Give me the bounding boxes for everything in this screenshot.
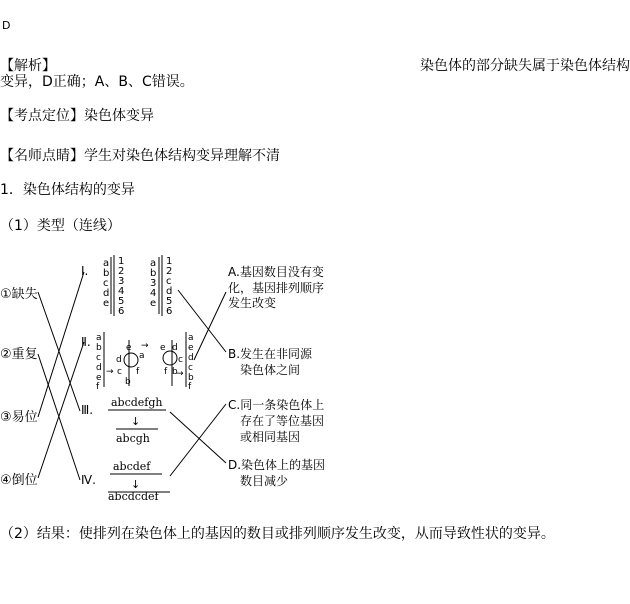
diagram-section-i — [103, 255, 172, 317]
ii-arrow-3: → — [176, 369, 184, 379]
right-item-a — [228, 264, 324, 310]
i2-gene-e: e — [150, 298, 157, 309]
svg-text:化，基因排列顺序: 化，基因排列顺序 — [228, 281, 325, 295]
answer-letter: D — [2, 19, 11, 32]
i-gene-c: c — [103, 278, 109, 289]
ii-loop2-b: b — [172, 367, 178, 377]
svg-text:发生改变: 发生改变 — [228, 296, 277, 310]
i2-gene-a: a — [150, 258, 157, 269]
kaodian-text: 染色体变异 — [84, 108, 154, 124]
svg-text:B.发生在非同源: B.发生在非同源 — [228, 347, 313, 361]
line-inversion-to-ii — [38, 342, 84, 478]
iii-top-sequence: abcdefgh — [111, 396, 163, 409]
analysis-right-text: 染色体的部分缺失属于染色体结构 — [420, 58, 630, 74]
ii-right-d: d — [188, 353, 194, 363]
ii-right-a: a — [188, 333, 194, 343]
ii-left-e: e — [96, 373, 102, 383]
i2-num-1: 1 — [166, 256, 173, 267]
ii-label-a: a — [139, 351, 145, 361]
line-translocation-to-i — [38, 272, 84, 417]
diagram-section-ii — [96, 332, 194, 392]
ii-arrow-2: → — [141, 341, 149, 351]
left-item-deletion: ①缺失 — [0, 287, 38, 302]
iii-bottom-sequence: abcgh — [116, 432, 150, 445]
svg-text:数目减少: 数目减少 — [240, 474, 289, 488]
ii-left-b: b — [96, 343, 102, 353]
svg-text:存在了等位基因: 存在了等位基因 — [240, 414, 325, 428]
section-title: 1．染色体结构的变异 — [0, 182, 135, 198]
ii-loop2-f: f — [164, 367, 168, 377]
svg-text:或相同基因: 或相同基因 — [240, 430, 301, 444]
roman-2: Ⅱ. — [81, 335, 91, 349]
line-iii-to-d — [170, 412, 226, 463]
i-gene-a: a — [103, 258, 110, 269]
ii-left-d: d — [96, 363, 102, 373]
result-text: （2）结果：使排列在染色体上的基因的数目或排列顺序发生改变，从而导致性状的变异。 — [0, 526, 555, 542]
i2-gene-b: b — [150, 268, 157, 279]
i2-gene-3: 3 — [150, 278, 157, 289]
ii-left-a: a — [96, 333, 102, 343]
ii-loop1-b: b — [125, 377, 131, 387]
i-num-2: 2 — [118, 266, 125, 277]
i-num-6: 6 — [118, 306, 125, 317]
i-gene-e: e — [103, 298, 110, 309]
ii-right-e: e — [188, 343, 194, 353]
svg-text:D.染色体上的基因: D.染色体上的基因 — [228, 458, 326, 472]
svg-text:A.基因数目没有变: A.基因数目没有变 — [228, 265, 324, 279]
iii-arrow-down: ↓ — [131, 415, 141, 428]
i-num-3: 3 — [118, 276, 125, 287]
i2-gene-4: 4 — [150, 288, 157, 299]
ii-arrow-1: → — [106, 367, 114, 377]
ii-loop2-c: c — [178, 355, 183, 365]
ii-loop1-e: e — [126, 343, 132, 353]
analysis-label: 【解析】 — [0, 58, 56, 74]
diagram-section-iii — [108, 396, 166, 445]
svg-text:C.同一条染色体上: C.同一条染色体上 — [228, 398, 325, 412]
i-num-4: 4 — [118, 286, 125, 297]
ii-loop1-c: c — [117, 367, 122, 377]
ii-loop2-e: e — [160, 343, 166, 353]
right-item-c — [228, 397, 324, 444]
i2-num-5: 5 — [166, 296, 173, 307]
mingshi-text: 学生对染色体结构变异理解不清 — [84, 148, 280, 164]
ii-right-b: b — [188, 373, 194, 383]
analysis-continuation: 变异，D正确；A、B、C错误。 — [0, 74, 194, 90]
i2-num-6: 6 — [166, 306, 173, 317]
iv-top-sequence: abcdef — [113, 460, 151, 473]
i2-num-d: d — [166, 286, 173, 297]
line-ii-to-a — [194, 292, 226, 360]
roman-1: Ⅰ. — [81, 264, 89, 278]
ii-left-f: f — [96, 382, 100, 392]
ii-loop1-d: d — [116, 355, 122, 365]
kaodian-tag: 【考点定位】 — [0, 108, 84, 124]
svg-text:染色体之间: 染色体之间 — [240, 363, 301, 377]
i-gene-d: d — [103, 288, 110, 299]
ii-loop2-d: d — [172, 343, 178, 353]
ii-right-c: c — [188, 363, 193, 373]
left-item-duplication: ②重复 — [0, 347, 38, 362]
roman-4: Ⅳ. — [81, 473, 96, 487]
line-iv-to-c — [170, 404, 226, 476]
left-item-inversion: ④倒位 — [0, 473, 38, 488]
iv-arrow-down: ↓ — [131, 478, 141, 491]
i-num-1: 1 — [118, 256, 125, 267]
left-item-translocation: ③易位 — [0, 410, 38, 425]
i-num-5: 5 — [118, 296, 125, 307]
type-heading: （1）类型（连线） — [0, 218, 121, 234]
mingshi-tag: 【名师点睛】 — [0, 148, 84, 164]
ii-right-f: f — [188, 382, 192, 392]
iv-bottom-sequence: abcdcdef — [108, 490, 159, 503]
ii-left-c: c — [96, 353, 101, 363]
i-gene-b: b — [103, 268, 110, 279]
ii-loop1-f: f — [136, 367, 140, 377]
right-item-b — [228, 346, 313, 377]
connection-lines — [38, 272, 226, 480]
diagram-section-iv — [108, 460, 170, 503]
roman-3: Ⅲ. — [81, 403, 94, 417]
i2-num-c: c — [166, 276, 172, 287]
i2-num-2: 2 — [166, 266, 173, 277]
right-item-d — [228, 457, 325, 488]
